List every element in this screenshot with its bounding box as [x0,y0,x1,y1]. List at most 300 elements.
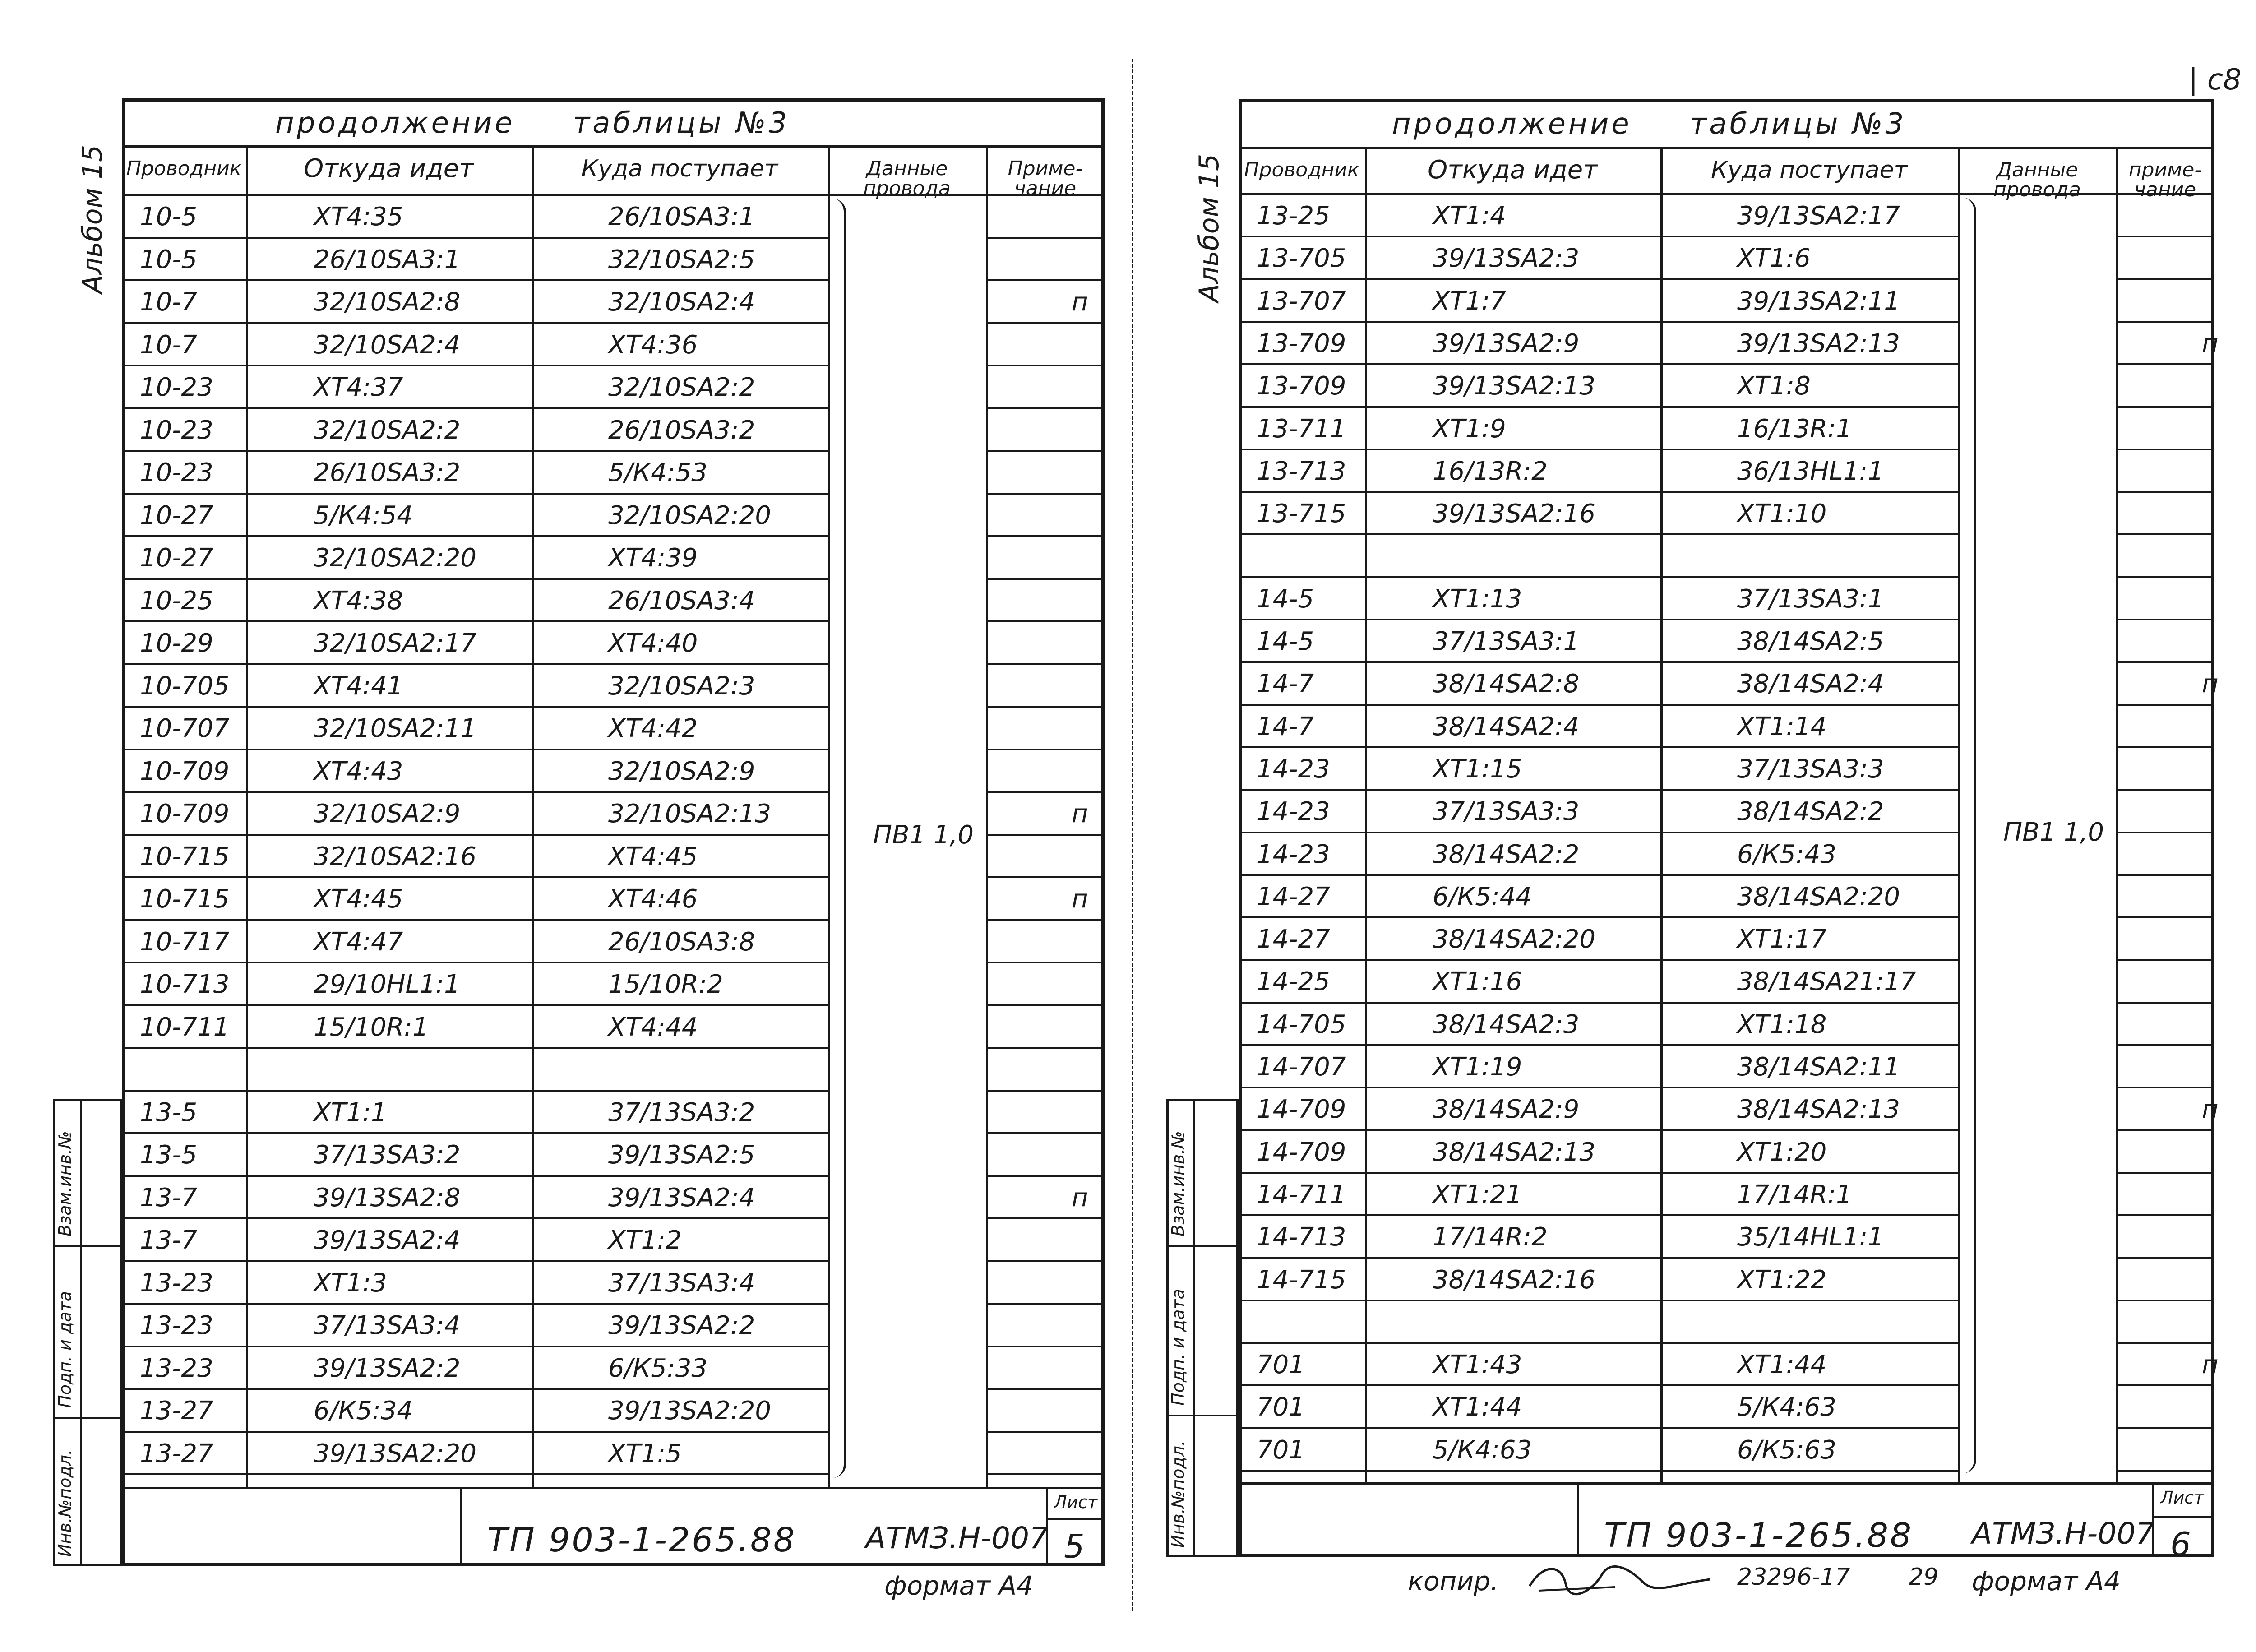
side-stamp-split [1166,1245,1239,1247]
conductor-cell: 10-23 [140,458,213,487]
row-divider-note [2116,449,2214,450]
conductor-cell: 14-705 [1257,1009,1346,1039]
to-cell: ХТ4:42 [608,714,698,743]
to-cell: 37/13SA3:3 [1737,754,1884,784]
row-divider-note [986,407,1105,409]
to-cell: 39/13SA2:17 [1737,201,1900,231]
wire-data-brace [1963,198,1976,1473]
to-cell: 36/13HL1:1 [1737,456,1884,486]
to-cell: ХТ1:2 [608,1226,682,1255]
conductor-cell: 10-29 [140,629,213,658]
row-divider [1239,1384,1958,1386]
to-cell: ХТ1:8 [1737,371,1811,401]
row-divider [122,620,828,622]
row-divider-note [986,919,1105,921]
side-stamp-label: Взам.инв.№ [55,1131,75,1236]
from-cell: 39/13SA2:9 [1433,329,1580,358]
to-cell: 6/К5:43 [1737,839,1837,869]
header-note: приме-чание [2128,158,2202,201]
stamp-divider [1577,1482,1579,1557]
row-divider-note [986,322,1105,324]
from-cell: 32/10SA2:11 [314,714,476,743]
row-divider [122,1473,828,1475]
row-divider [122,450,828,452]
conductor-cell: 10-709 [140,799,230,828]
fold-line [1132,59,1133,1611]
conductor-cell: 13-23 [140,1353,213,1383]
conductor-cell: 701 [1257,1435,1305,1465]
from-cell: 37/13SA3:2 [314,1140,461,1170]
row-divider-note [986,1260,1105,1262]
row-divider [122,962,828,963]
row-divider [1239,1342,1958,1344]
to-cell: 32/10SA2:9 [608,756,755,786]
row-divider-note [2116,1172,2214,1174]
from-cell: ХТ1:4 [1433,201,1506,231]
row-divider [1239,1470,1958,1472]
row-divider-note [2116,704,2214,706]
conductor-cell: 13-27 [140,1439,213,1468]
from-cell: ХТ1:19 [1433,1052,1522,1082]
row-divider [1239,832,1958,833]
row-divider-note [986,876,1105,878]
row-divider-note [986,1175,1105,1177]
from-cell: ХТ1:44 [1433,1393,1522,1422]
stamp-divider [460,1487,462,1566]
conductor-cell: 10-705 [140,671,230,701]
row-divider-note [986,493,1105,495]
to-cell: 16/13R:1 [1737,414,1852,444]
sheet-label: Лист [1054,1492,1098,1512]
row-divider [122,663,828,665]
row-divider [122,1303,828,1305]
note-cell: п [1072,884,1088,914]
stamp-sheet-label-line [1046,1518,1105,1520]
conductor-cell: 14-711 [1257,1180,1346,1209]
from-cell: 5/К4:54 [314,500,413,530]
from-cell: 39/13SA2:8 [314,1183,461,1212]
stamp-top-line [1239,1482,2214,1485]
from-cell: ХТ1:3 [314,1268,387,1298]
to-cell: 26/10SA3:1 [608,202,755,231]
conductor-cell: 10-7 [140,330,198,360]
row-divider [1239,1300,1958,1301]
row-divider [1239,874,1958,876]
album-label: Альбом 15 [1193,153,1225,302]
stamp-sheet-label-line [2152,1516,2214,1518]
row-divider-note [986,1303,1105,1305]
column-divider [1958,147,1960,1482]
header-conductor: Проводник [126,157,242,180]
row-divider [1239,533,1958,535]
row-divider [1239,576,1958,578]
row-divider [1239,619,1958,620]
from-cell: ХТ1:43 [1433,1350,1522,1380]
side-stamp-label: Взам.инв.№ [1168,1131,1188,1236]
row-divider [1239,746,1958,748]
note-cell: п [2202,329,2219,358]
row-divider [1239,1044,1958,1046]
row-divider-note [2116,1129,2214,1131]
doc-code: ТП 903-1-265.88 [487,1521,797,1559]
from-cell: 39/13SA2:13 [1433,371,1595,401]
row-divider-note [2116,619,2214,620]
header-conductor: Проводник [1244,158,1359,181]
row-divider [122,706,828,708]
to-cell: 5/К4:53 [608,458,708,487]
from-cell: ХТ1:9 [1433,414,1506,444]
from-cell: ХТ4:35 [314,202,403,231]
to-cell: 37/13SA3:1 [1737,584,1884,614]
from-cell: ХТ1:7 [1433,286,1506,316]
conductor-cell: 10-25 [140,586,213,615]
from-cell: 29/10HL1:1 [314,970,460,999]
row-divider-note [986,535,1105,537]
from-cell: 37/13SA3:3 [1433,797,1580,827]
row-divider [122,493,828,495]
row-divider-note [2116,363,2214,365]
conductor-cell: 10-707 [140,714,230,743]
row-divider-note [986,962,1105,963]
row-divider [1239,321,1958,323]
from-cell: 32/10SA2:4 [314,330,461,360]
from-cell: 38/14SA2:16 [1433,1265,1595,1295]
column-divider [246,145,248,1487]
table-title-continuation: продолжение [275,106,515,140]
from-cell: 17/14R:2 [1433,1222,1548,1252]
row-divider-note [2116,874,2214,876]
title-divider [1239,147,2214,149]
row-divider [122,535,828,537]
to-cell: ХТ4:40 [608,629,698,658]
row-divider-note [2116,916,2214,918]
to-cell: 38/14SA21:17 [1737,967,1916,997]
row-divider [122,1175,828,1177]
to-cell: 35/14HL1:1 [1737,1222,1884,1252]
row-divider [122,1132,828,1134]
row-divider [122,919,828,921]
row-divider [122,1260,828,1262]
row-divider-note [2116,661,2214,663]
conductor-cell: 10-713 [140,970,230,999]
row-divider-note [986,1047,1105,1049]
column-divider [532,145,534,1487]
conductor-cell: 10-23 [140,415,213,445]
title-divider [122,145,1105,148]
from-cell: 39/13SA2:16 [1433,499,1595,529]
row-divider [1239,236,1958,237]
to-cell: 39/13SA2:2 [608,1311,755,1340]
to-cell: 6/К5:63 [1737,1435,1837,1465]
row-divider [1239,1172,1958,1174]
row-divider [1239,406,1958,408]
to-cell: ХТ4:39 [608,543,698,573]
row-divider [122,1388,828,1390]
row-divider-note [2116,789,2214,791]
row-divider [1239,1427,1958,1429]
row-divider [1239,363,1958,365]
to-cell: ХТ1:17 [1737,925,1827,954]
row-divider-note [2116,959,2214,961]
from-cell: 39/13SA2:3 [1433,244,1580,273]
to-cell: 39/13SA2:20 [608,1396,771,1425]
side-stamp-inner-line [1193,1099,1195,1557]
conductor-cell: 14-7 [1257,669,1314,699]
conductor-cell: 10-717 [140,927,230,957]
from-cell: 38/14SA2:4 [1433,712,1580,741]
to-cell: 17/14R:1 [1737,1180,1852,1209]
row-divider [122,1217,828,1219]
from-cell: 26/10SA3:2 [314,458,461,487]
sheet-number: 6 [2170,1525,2191,1563]
row-divider [122,1004,828,1006]
row-divider-note [986,1473,1105,1475]
row-divider-note [2116,1300,2214,1301]
from-cell: 6/К5:44 [1433,882,1532,912]
album-label: Альбом 15 [77,144,108,293]
row-divider-note [986,749,1105,750]
stamp-top-line [122,1487,1105,1489]
row-divider-note [986,791,1105,793]
to-cell: 6/К5:33 [608,1353,708,1383]
row-divider-note [2116,1002,2214,1004]
row-divider [122,322,828,324]
conductor-cell: 10-5 [140,245,198,274]
row-divider [1239,1257,1958,1259]
to-cell: ХТ1:20 [1737,1137,1827,1167]
to-cell: 26/10SA3:4 [608,586,755,615]
side-stamp-label: Подп. и дата [55,1291,75,1408]
conductor-cell: 13-27 [140,1396,213,1425]
conductor-cell: 13-707 [1257,286,1346,316]
row-divider-note [986,237,1105,239]
row-divider-note [986,706,1105,708]
conductor-cell: 14-715 [1257,1265,1346,1295]
row-divider [1239,959,1958,961]
from-cell: 32/10SA2:9 [314,799,461,828]
copier-label: копир. [1408,1566,1499,1596]
row-divider-note [2116,406,2214,408]
row-divider-note [2116,1044,2214,1046]
to-cell: ХТ4:44 [608,1012,698,1042]
header-wire-data: Данные провода [1993,158,2081,201]
to-cell: 38/14SA2:13 [1737,1095,1900,1124]
from-cell: 38/14SA2:2 [1433,839,1580,869]
to-cell: 32/10SA2:5 [608,245,755,274]
conductor-cell: 14-27 [1257,925,1330,954]
from-cell: ХТ1:21 [1433,1180,1522,1209]
row-divider [122,876,828,878]
column-divider [2116,147,2118,1482]
from-cell: ХТ4:38 [314,586,403,615]
row-divider [1239,449,1958,450]
row-divider-note [986,834,1105,836]
to-cell: ХТ1:10 [1737,499,1827,529]
to-cell: 39/13SA2:11 [1737,286,1900,316]
row-divider [122,365,828,366]
to-cell: 38/14SA2:11 [1737,1052,1900,1082]
row-divider [122,834,828,836]
conductor-cell: 14-7 [1257,712,1314,741]
conductor-cell: 13-705 [1257,244,1346,273]
row-divider-note [2116,1087,2214,1088]
row-divider [1239,661,1958,663]
table-title-continuation: продолжение [1392,107,1632,141]
conductor-cell: 14-23 [1257,839,1330,869]
from-cell: 32/10SA2:2 [314,415,461,445]
row-divider-note [986,279,1105,281]
conductor-cell: 13-713 [1257,456,1346,486]
from-cell: 38/14SA2:9 [1433,1095,1580,1124]
row-divider-note [986,578,1105,580]
from-cell: 32/10SA2:20 [314,543,476,573]
conductor-cell: 14-713 [1257,1222,1346,1252]
from-cell: 39/13SA2:20 [314,1439,476,1468]
from-cell: ХТ4:37 [314,373,403,402]
row-divider [1239,1087,1958,1088]
row-divider [122,1090,828,1092]
from-cell: ХТ1:13 [1433,584,1522,614]
row-divider [122,407,828,409]
conductor-cell: 10-709 [140,756,230,786]
note-cell: п [1072,799,1088,828]
to-cell: 38/14SA2:5 [1737,627,1884,656]
row-divider [122,1346,828,1347]
copy-number: 23296-17 [1737,1564,1850,1591]
sheet-number: 5 [1064,1527,1085,1565]
album-code: АТМЗ.Н-007 [865,1521,1049,1555]
side-stamp-label: Инв.№подл. [1168,1440,1188,1548]
row-divider [1239,1129,1958,1131]
sheet-label: Лист [2160,1488,2204,1508]
table-title-number: таблицы №3 [1690,107,1907,141]
conductor-cell: 14-23 [1257,797,1330,827]
from-cell: ХТ1:15 [1433,754,1522,784]
row-divider-note [986,1090,1105,1092]
conductor-cell: 14-25 [1257,967,1330,997]
to-cell: ХТ1:6 [1737,244,1811,273]
to-cell: 26/10SA3:8 [608,927,755,957]
row-divider-note [2116,746,2214,748]
to-cell: 15/10R:2 [608,970,723,999]
from-cell: 32/10SA2:16 [314,842,476,871]
side-stamp-split [53,1417,122,1419]
conductor-cell: 13-709 [1257,371,1346,401]
to-cell: 32/10SA2:3 [608,671,755,701]
row-divider-note [986,1004,1105,1006]
row-divider-note [2116,491,2214,493]
row-divider [1239,491,1958,493]
to-cell: ХТ1:18 [1737,1009,1827,1039]
to-cell: ХТ1:14 [1737,712,1827,741]
row-divider-note [2116,236,2214,237]
from-cell: 5/К4:63 [1433,1435,1532,1465]
column-divider [1365,147,1367,1482]
to-cell: 5/К4:63 [1737,1393,1837,1422]
side-stamp-inner-line [80,1099,82,1566]
page-corner-mark: | с8 [2188,63,2242,97]
side-stamp-split [1166,1415,1239,1416]
to-cell: 39/13SA2:4 [608,1183,755,1212]
from-cell: ХТ4:43 [314,756,403,786]
row-divider [1239,278,1958,280]
to-cell: 38/14SA2:2 [1737,797,1884,827]
to-cell: 32/10SA2:13 [608,799,771,828]
to-cell: 26/10SA3:2 [608,415,755,445]
from-cell: 38/14SA2:8 [1433,669,1580,699]
to-cell: 32/10SA2:20 [608,500,771,530]
format-label-left: формат А4 [884,1570,1033,1601]
to-cell: 37/13SA3:2 [608,1097,755,1127]
header-wire-data: Данные провода [863,157,951,200]
row-divider-note [986,1346,1105,1347]
to-cell: 38/14SA2:4 [1737,669,1884,699]
wire-data-brace [832,199,846,1478]
row-divider-note [986,1217,1105,1219]
column-divider [1660,147,1663,1482]
conductor-cell: 10-5 [140,202,198,231]
album-code: АТМЗ.Н-007 [1972,1516,2155,1551]
side-stamp-label: Подп. и дата [1168,1289,1188,1406]
conductor-cell: 14-707 [1257,1052,1346,1082]
row-divider-note [2116,832,2214,833]
conductor-cell: 13-7 [140,1226,198,1255]
conductor-cell: 14-23 [1257,754,1330,784]
note-cell: п [2202,1350,2219,1380]
from-cell: 38/14SA2:13 [1433,1137,1595,1167]
row-divider [1239,916,1958,918]
conductor-cell: 14-709 [1257,1095,1346,1124]
conductor-cell: 13-23 [140,1311,213,1340]
conductor-cell: 13-5 [140,1140,198,1170]
note-cell: п [1072,1183,1088,1212]
column-divider [828,145,830,1487]
conductor-cell: 14-27 [1257,882,1330,912]
conductor-cell: 10-715 [140,884,230,914]
row-divider-note [986,1132,1105,1134]
note-cell: п [2202,669,2219,699]
header-note: Приме-чание [1008,157,1083,200]
from-cell: 38/14SA2:3 [1433,1009,1580,1039]
from-cell: 16/13R:2 [1433,456,1548,486]
row-divider-note [986,663,1105,665]
row-divider-note [2116,576,2214,578]
from-cell: ХТ4:41 [314,671,403,701]
from-cell: ХТ1:1 [314,1097,387,1127]
row-divider [1239,1214,1958,1216]
conductor-cell: 10-715 [140,842,230,871]
conductor-cell: 13-23 [140,1268,213,1298]
copy-page: 29 [1909,1564,1939,1591]
conductor-cell: 13-715 [1257,499,1346,529]
from-cell: ХТ1:16 [1433,967,1522,997]
conductor-cell: 701 [1257,1393,1305,1422]
to-cell: ХТ1:5 [608,1439,682,1468]
to-cell: 32/10SA2:2 [608,373,755,402]
wire-data-value: ПВ1 1,0 [873,820,974,850]
conductor-cell: 14-5 [1257,584,1314,614]
to-cell: ХТ1:22 [1737,1265,1827,1295]
from-cell: 38/14SA2:20 [1433,925,1595,954]
row-divider-note [2116,1427,2214,1429]
conductor-cell: 10-7 [140,287,198,317]
row-divider-note [986,365,1105,366]
conductor-cell: 10-27 [140,500,213,530]
signature [1525,1559,1715,1600]
table-title-number: таблицы №3 [573,106,790,140]
row-divider-note [2116,533,2214,535]
header-to: Куда поступает [1711,157,1908,184]
